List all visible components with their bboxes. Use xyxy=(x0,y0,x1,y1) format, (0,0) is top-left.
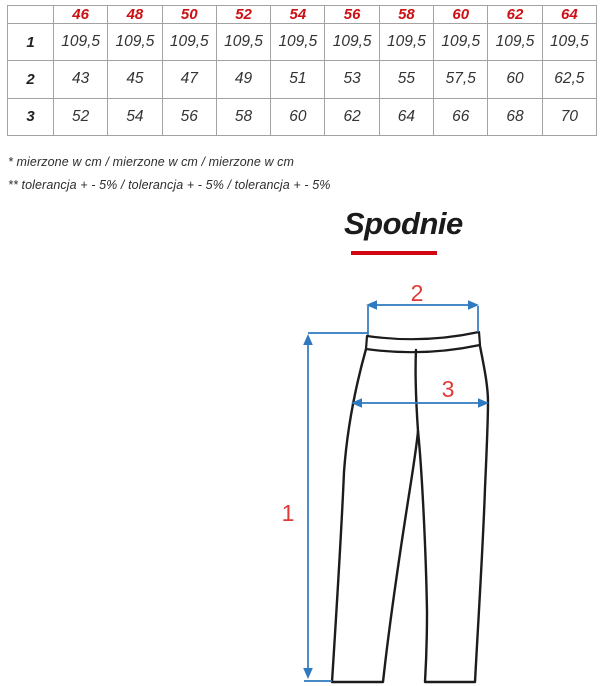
size-header-cell: 56 xyxy=(325,6,379,24)
value-cell: 109,5 xyxy=(216,24,270,61)
size-header-cell: 54 xyxy=(271,6,325,24)
value-cell: 109,5 xyxy=(271,24,325,61)
dimension-label-waist: 2 xyxy=(410,280,424,306)
size-header-cell: 58 xyxy=(379,6,433,24)
value-cell: 57,5 xyxy=(434,61,488,98)
value-cell: 68 xyxy=(488,98,542,135)
value-cell: 109,5 xyxy=(108,24,162,61)
dimension-label-length: 1 xyxy=(281,500,295,526)
value-cell: 60 xyxy=(488,61,542,98)
page-title: Spodnie xyxy=(344,206,463,241)
value-cell: 60 xyxy=(271,98,325,135)
value-cell: 43 xyxy=(54,61,108,98)
waistband xyxy=(366,332,480,352)
value-cell: 58 xyxy=(216,98,270,135)
row-label-cell: 3 xyxy=(8,98,54,135)
pants-left-leg-outline xyxy=(332,349,418,682)
arrowhead-up-icon xyxy=(303,334,313,345)
value-cell: 109,5 xyxy=(488,24,542,61)
row-label-cell: 1 xyxy=(8,24,54,61)
value-cell: 109,5 xyxy=(54,24,108,61)
dimension-length xyxy=(282,333,368,681)
value-cell: 56 xyxy=(162,98,216,135)
value-cell: 109,5 xyxy=(325,24,379,61)
size-header-cell: 60 xyxy=(434,6,488,24)
dimension-waist xyxy=(366,280,479,335)
value-cell: 53 xyxy=(325,61,379,98)
dimension-label-hip: 3 xyxy=(441,376,455,402)
value-cell: 109,5 xyxy=(162,24,216,61)
row-label-cell: 2 xyxy=(8,61,54,98)
value-cell: 51 xyxy=(271,61,325,98)
size-header-cell: 64 xyxy=(542,6,596,24)
size-header-cell: 50 xyxy=(162,6,216,24)
size-header-cell: 48 xyxy=(108,6,162,24)
tolerance-note: ** tolerancja + - 5% / tolerancja + - 5% / tolerancja + - 5% xyxy=(8,177,331,192)
measure-note: * mierzone w cm / mierzone w cm / mierzone w cm xyxy=(8,155,295,169)
value-cell: 64 xyxy=(379,98,433,135)
value-cell: 55 xyxy=(379,61,433,98)
value-cell: 54 xyxy=(108,98,162,135)
size-header-cell: 52 xyxy=(216,6,270,24)
value-cell: 49 xyxy=(216,61,270,98)
value-cell: 66 xyxy=(434,98,488,135)
arrowhead-down-icon xyxy=(303,668,313,679)
value-cell: 62 xyxy=(325,98,379,135)
value-cell: 70 xyxy=(542,98,596,135)
value-cell: 52 xyxy=(54,98,108,135)
size-header-cell: 46 xyxy=(54,6,108,24)
dimension-hip xyxy=(351,376,489,408)
value-cell: 47 xyxy=(162,61,216,98)
value-cell: 109,5 xyxy=(434,24,488,61)
value-cell: 109,5 xyxy=(379,24,433,61)
size-header-cell: 62 xyxy=(488,6,542,24)
value-cell: 62,5 xyxy=(542,61,596,98)
value-cell: 109,5 xyxy=(542,24,596,61)
value-cell: 45 xyxy=(108,61,162,98)
